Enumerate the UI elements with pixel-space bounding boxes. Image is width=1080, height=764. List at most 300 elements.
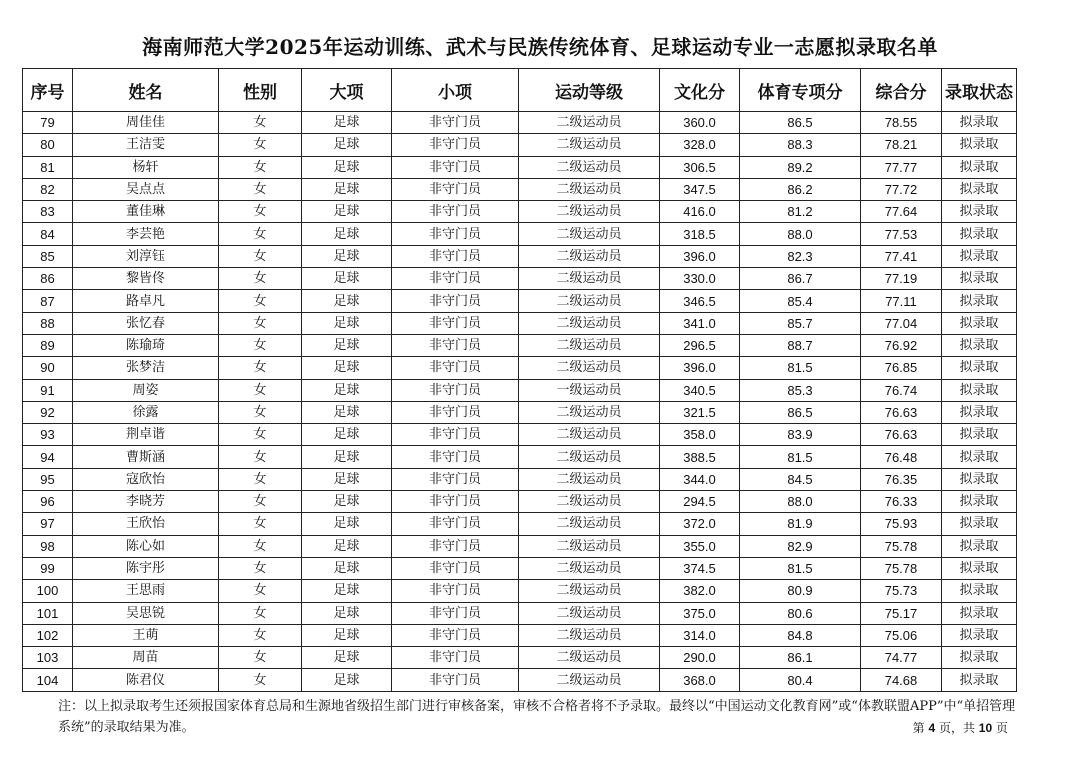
table-cell: 二级运动员 bbox=[519, 602, 660, 624]
table-cell: 二级运动员 bbox=[519, 424, 660, 446]
table-cell: 女 bbox=[219, 535, 302, 557]
table-cell: 足球 bbox=[302, 245, 392, 267]
table-cell: 拟录取 bbox=[942, 535, 1017, 557]
column-header: 体育专项分 bbox=[740, 69, 861, 112]
table-cell: 非守门员 bbox=[392, 424, 519, 446]
table-cell: 二级运动员 bbox=[519, 557, 660, 579]
table-row bbox=[23, 334, 1017, 356]
table-cell: 足球 bbox=[302, 401, 392, 423]
table-cell: 75.06 bbox=[861, 624, 942, 646]
table-cell: 396.0 bbox=[660, 357, 740, 379]
table-cell: 李芸艳 bbox=[73, 223, 219, 245]
table-cell: 388.5 bbox=[660, 446, 740, 468]
table-cell: 97 bbox=[23, 513, 73, 535]
table-cell: 96 bbox=[23, 491, 73, 513]
table-cell: 女 bbox=[219, 201, 302, 223]
table-cell: 85.3 bbox=[740, 379, 861, 401]
table-cell: 周姿 bbox=[73, 379, 219, 401]
table-cell: 76.63 bbox=[861, 424, 942, 446]
table-cell: 85.4 bbox=[740, 290, 861, 312]
table-cell: 张忆春 bbox=[73, 312, 219, 334]
table-row bbox=[23, 624, 1017, 646]
table-row bbox=[23, 312, 1017, 334]
table-cell: 416.0 bbox=[660, 201, 740, 223]
table-cell: 张梦洁 bbox=[73, 357, 219, 379]
table-cell: 拟录取 bbox=[942, 268, 1017, 290]
table-row bbox=[23, 290, 1017, 312]
table-cell: 80.4 bbox=[740, 669, 861, 691]
table-row bbox=[23, 156, 1017, 178]
table-cell: 拟录取 bbox=[942, 580, 1017, 602]
table-cell: 94 bbox=[23, 446, 73, 468]
table-cell: 周苗 bbox=[73, 647, 219, 669]
table-cell: 77.41 bbox=[861, 245, 942, 267]
table-cell: 拟录取 bbox=[942, 446, 1017, 468]
table-cell: 足球 bbox=[302, 468, 392, 490]
table-row bbox=[23, 491, 1017, 513]
table-cell: 83 bbox=[23, 201, 73, 223]
table-cell: 二级运动员 bbox=[519, 669, 660, 691]
table-cell: 82 bbox=[23, 178, 73, 200]
table-cell: 女 bbox=[219, 624, 302, 646]
table-cell: 曹斯涵 bbox=[73, 446, 219, 468]
table-cell: 徐露 bbox=[73, 401, 219, 423]
table-cell: 拟录取 bbox=[942, 112, 1017, 134]
table-cell: 路卓凡 bbox=[73, 290, 219, 312]
table-cell: 寇欣怡 bbox=[73, 468, 219, 490]
table-cell: 女 bbox=[219, 647, 302, 669]
table-row bbox=[23, 468, 1017, 490]
table-cell: 李晓芳 bbox=[73, 491, 219, 513]
table-cell: 86 bbox=[23, 268, 73, 290]
table-cell: 88.0 bbox=[740, 491, 861, 513]
table-cell: 二级运动员 bbox=[519, 223, 660, 245]
table-cell: 318.5 bbox=[660, 223, 740, 245]
table-row bbox=[23, 201, 1017, 223]
total-page-count: 10 bbox=[978, 721, 993, 735]
table-cell: 非守门员 bbox=[392, 647, 519, 669]
table-cell: 374.5 bbox=[660, 557, 740, 579]
table-cell: 杨轩 bbox=[73, 156, 219, 178]
table-cell: 足球 bbox=[302, 647, 392, 669]
table-cell: 84 bbox=[23, 223, 73, 245]
table-cell: 拟录取 bbox=[942, 557, 1017, 579]
table-cell: 非守门员 bbox=[392, 156, 519, 178]
table-cell: 77.77 bbox=[861, 156, 942, 178]
table-cell: 二级运动员 bbox=[519, 178, 660, 200]
pager-suffix: 页 bbox=[995, 721, 1008, 735]
table-cell: 76.48 bbox=[861, 446, 942, 468]
table-cell: 非守门员 bbox=[392, 602, 519, 624]
table-cell: 76.63 bbox=[861, 401, 942, 423]
table-cell: 拟录取 bbox=[942, 379, 1017, 401]
column-header: 性别 bbox=[219, 69, 302, 112]
table-cell: 女 bbox=[219, 468, 302, 490]
table-cell: 足球 bbox=[302, 535, 392, 557]
table-row bbox=[23, 647, 1017, 669]
table-cell: 女 bbox=[219, 401, 302, 423]
column-header: 文化分 bbox=[660, 69, 740, 112]
table-cell: 拟录取 bbox=[942, 201, 1017, 223]
table-cell: 81.5 bbox=[740, 446, 861, 468]
table-cell: 75.93 bbox=[861, 513, 942, 535]
table-cell: 非守门员 bbox=[392, 535, 519, 557]
table-cell: 足球 bbox=[302, 312, 392, 334]
table-cell: 80.9 bbox=[740, 580, 861, 602]
table-cell: 二级运动员 bbox=[519, 312, 660, 334]
table-cell: 吴思锐 bbox=[73, 602, 219, 624]
table-cell: 王洁雯 bbox=[73, 134, 219, 156]
table-cell: 女 bbox=[219, 491, 302, 513]
table-cell: 女 bbox=[219, 580, 302, 602]
table-cell: 344.0 bbox=[660, 468, 740, 490]
table-cell: 拟录取 bbox=[942, 178, 1017, 200]
table-row bbox=[23, 446, 1017, 468]
table-cell: 76.92 bbox=[861, 334, 942, 356]
table-cell: 非守门员 bbox=[392, 178, 519, 200]
table-cell: 拟录取 bbox=[942, 312, 1017, 334]
table-cell: 女 bbox=[219, 424, 302, 446]
table-cell: 非守门员 bbox=[392, 624, 519, 646]
table-cell: 81.9 bbox=[740, 513, 861, 535]
table-cell: 女 bbox=[219, 334, 302, 356]
table-cell: 足球 bbox=[302, 557, 392, 579]
table-cell: 二级运动员 bbox=[519, 535, 660, 557]
table-cell: 拟录取 bbox=[942, 156, 1017, 178]
table-cell: 79 bbox=[23, 112, 73, 134]
table-cell: 78.55 bbox=[861, 112, 942, 134]
table-cell: 85 bbox=[23, 245, 73, 267]
table-cell: 78.21 bbox=[861, 134, 942, 156]
table-cell: 王欣怡 bbox=[73, 513, 219, 535]
table-cell: 85.7 bbox=[740, 312, 861, 334]
table-cell: 81.2 bbox=[740, 201, 861, 223]
table-cell: 女 bbox=[219, 379, 302, 401]
table-cell: 非守门员 bbox=[392, 245, 519, 267]
table-cell: 二级运动员 bbox=[519, 357, 660, 379]
table-cell: 74.68 bbox=[861, 669, 942, 691]
table-cell: 321.5 bbox=[660, 401, 740, 423]
table-cell: 77.72 bbox=[861, 178, 942, 200]
table-cell: 330.0 bbox=[660, 268, 740, 290]
table-cell: 女 bbox=[219, 223, 302, 245]
table-cell: 足球 bbox=[302, 580, 392, 602]
table-cell: 非守门员 bbox=[392, 201, 519, 223]
table-cell: 拟录取 bbox=[942, 491, 1017, 513]
table-cell: 二级运动员 bbox=[519, 201, 660, 223]
table-cell: 王思雨 bbox=[73, 580, 219, 602]
table-cell: 非守门员 bbox=[392, 557, 519, 579]
table-cell: 拟录取 bbox=[942, 223, 1017, 245]
table-cell: 372.0 bbox=[660, 513, 740, 535]
table-cell: 非守门员 bbox=[392, 134, 519, 156]
table-cell: 拟录取 bbox=[942, 357, 1017, 379]
table-cell: 88 bbox=[23, 312, 73, 334]
table-cell: 355.0 bbox=[660, 535, 740, 557]
table-row bbox=[23, 535, 1017, 557]
table-cell: 足球 bbox=[302, 357, 392, 379]
table-row bbox=[23, 379, 1017, 401]
table-cell: 76.33 bbox=[861, 491, 942, 513]
table-cell: 足球 bbox=[302, 134, 392, 156]
table-cell: 二级运动员 bbox=[519, 513, 660, 535]
table-cell: 拟录取 bbox=[942, 602, 1017, 624]
table-cell: 王萌 bbox=[73, 624, 219, 646]
table-cell: 95 bbox=[23, 468, 73, 490]
column-header: 姓名 bbox=[73, 69, 219, 112]
table-row bbox=[23, 669, 1017, 691]
table-cell: 二级运动员 bbox=[519, 134, 660, 156]
table-cell: 刘淳钰 bbox=[73, 245, 219, 267]
table-cell: 82.9 bbox=[740, 535, 861, 557]
column-header: 综合分 bbox=[861, 69, 942, 112]
table-cell: 340.5 bbox=[660, 379, 740, 401]
table-cell: 女 bbox=[219, 290, 302, 312]
table-cell: 荆卓谐 bbox=[73, 424, 219, 446]
table-cell: 非守门员 bbox=[392, 357, 519, 379]
table-cell: 77.64 bbox=[861, 201, 942, 223]
table-cell: 83.9 bbox=[740, 424, 861, 446]
table-cell: 77.04 bbox=[861, 312, 942, 334]
table-cell: 81 bbox=[23, 156, 73, 178]
table-cell: 75.78 bbox=[861, 535, 942, 557]
table-cell: 75.73 bbox=[861, 580, 942, 602]
table-cell: 陈君仪 bbox=[73, 669, 219, 691]
column-header: 录取状态 bbox=[942, 69, 1017, 112]
table-cell: 92 bbox=[23, 401, 73, 423]
table-cell: 女 bbox=[219, 268, 302, 290]
table-cell: 86.2 bbox=[740, 178, 861, 200]
table-cell: 91 bbox=[23, 379, 73, 401]
table-cell: 拟录取 bbox=[942, 647, 1017, 669]
table-cell: 女 bbox=[219, 669, 302, 691]
table-cell: 女 bbox=[219, 156, 302, 178]
table-cell: 86.1 bbox=[740, 647, 861, 669]
table-row bbox=[23, 424, 1017, 446]
table-cell: 二级运动员 bbox=[519, 624, 660, 646]
table-cell: 368.0 bbox=[660, 669, 740, 691]
table-cell: 足球 bbox=[302, 223, 392, 245]
table-cell: 足球 bbox=[302, 268, 392, 290]
table-cell: 黎皆佟 bbox=[73, 268, 219, 290]
table-cell: 女 bbox=[219, 357, 302, 379]
table-cell: 足球 bbox=[302, 112, 392, 134]
table-cell: 拟录取 bbox=[942, 334, 1017, 356]
table-cell: 80.6 bbox=[740, 602, 861, 624]
table-cell: 非守门员 bbox=[392, 401, 519, 423]
table-row bbox=[23, 513, 1017, 535]
table-cell: 290.0 bbox=[660, 647, 740, 669]
table-cell: 拟录取 bbox=[942, 468, 1017, 490]
table-cell: 90 bbox=[23, 357, 73, 379]
table-cell: 足球 bbox=[302, 156, 392, 178]
current-page-number: 4 bbox=[928, 721, 936, 735]
table-cell: 102 bbox=[23, 624, 73, 646]
table-cell: 77.19 bbox=[861, 268, 942, 290]
table-cell: 拟录取 bbox=[942, 134, 1017, 156]
table-cell: 77.53 bbox=[861, 223, 942, 245]
table-cell: 104 bbox=[23, 669, 73, 691]
table-cell: 足球 bbox=[302, 669, 392, 691]
table-cell: 拟录取 bbox=[942, 424, 1017, 446]
table-cell: 足球 bbox=[302, 201, 392, 223]
page-indicator bbox=[913, 718, 1008, 738]
table-row bbox=[23, 178, 1017, 200]
table-body bbox=[23, 112, 1017, 692]
table-cell: 陈宇彤 bbox=[73, 557, 219, 579]
table-cell: 81.5 bbox=[740, 557, 861, 579]
table-cell: 二级运动员 bbox=[519, 446, 660, 468]
table-cell: 非守门员 bbox=[392, 312, 519, 334]
table-row bbox=[23, 134, 1017, 156]
table-row bbox=[23, 401, 1017, 423]
table-cell: 82.3 bbox=[740, 245, 861, 267]
pager-prefix: 第 bbox=[912, 721, 925, 735]
table-cell: 75.78 bbox=[861, 557, 942, 579]
table-cell: 358.0 bbox=[660, 424, 740, 446]
table-cell: 非守门员 bbox=[392, 268, 519, 290]
table-cell: 75.17 bbox=[861, 602, 942, 624]
table-cell: 296.5 bbox=[660, 334, 740, 356]
document-title: 海南师范大学2025年运动训练、武术与民族传统体育、足球运动专业一志愿拟录取名单 bbox=[142, 35, 938, 59]
table-cell: 99 bbox=[23, 557, 73, 579]
table-cell: 88.0 bbox=[740, 223, 861, 245]
table-cell: 98 bbox=[23, 535, 73, 557]
footnote: 注：以上拟录取考生还须报国家体育总局和生源地省级招生部门进行审核备案，审核不合格者将不予录取。最终以“中国运动文化教育网”或“体教联盟APP”中“单招管理系统”的录取结果为准。 bbox=[58, 699, 1016, 735]
table-cell: 一级运动员 bbox=[519, 379, 660, 401]
table-cell: 女 bbox=[219, 513, 302, 535]
table-cell: 396.0 bbox=[660, 245, 740, 267]
table-cell: 非守门员 bbox=[392, 446, 519, 468]
table-cell: 足球 bbox=[302, 424, 392, 446]
table-cell: 86.5 bbox=[740, 401, 861, 423]
table-row bbox=[23, 602, 1017, 624]
table-cell: 非守门员 bbox=[392, 468, 519, 490]
table-cell: 拟录取 bbox=[942, 245, 1017, 267]
table-cell: 女 bbox=[219, 245, 302, 267]
table-cell: 76.35 bbox=[861, 468, 942, 490]
table-cell: 非守门员 bbox=[392, 334, 519, 356]
table-cell: 89 bbox=[23, 334, 73, 356]
table-cell: 拟录取 bbox=[942, 513, 1017, 535]
table-cell: 76.74 bbox=[861, 379, 942, 401]
table-cell: 375.0 bbox=[660, 602, 740, 624]
admission-table bbox=[22, 68, 1017, 692]
table-cell: 非守门员 bbox=[392, 379, 519, 401]
table-row bbox=[23, 268, 1017, 290]
table-cell: 346.5 bbox=[660, 290, 740, 312]
table-cell: 非守门员 bbox=[392, 669, 519, 691]
table-cell: 足球 bbox=[302, 624, 392, 646]
table-cell: 93 bbox=[23, 424, 73, 446]
table-cell: 足球 bbox=[302, 513, 392, 535]
table-cell: 347.5 bbox=[660, 178, 740, 200]
table-cell: 81.5 bbox=[740, 357, 861, 379]
table-cell: 二级运动员 bbox=[519, 647, 660, 669]
table-cell: 非守门员 bbox=[392, 491, 519, 513]
table-cell: 二级运动员 bbox=[519, 580, 660, 602]
table-row bbox=[23, 245, 1017, 267]
table-cell: 二级运动员 bbox=[519, 112, 660, 134]
table-cell: 84.5 bbox=[740, 468, 861, 490]
column-header: 运动等级 bbox=[519, 69, 660, 112]
table-cell: 328.0 bbox=[660, 134, 740, 156]
column-header: 小项 bbox=[392, 69, 519, 112]
table-cell: 周佳佳 bbox=[73, 112, 219, 134]
table-cell: 86.5 bbox=[740, 112, 861, 134]
table-cell: 女 bbox=[219, 134, 302, 156]
table-cell: 非守门员 bbox=[392, 290, 519, 312]
table-row bbox=[23, 112, 1017, 134]
table-cell: 294.5 bbox=[660, 491, 740, 513]
table-cell: 77.11 bbox=[861, 290, 942, 312]
table-cell: 二级运动员 bbox=[519, 401, 660, 423]
table-cell: 74.77 bbox=[861, 647, 942, 669]
table-cell: 二级运动员 bbox=[519, 290, 660, 312]
table-cell: 二级运动员 bbox=[519, 268, 660, 290]
table-cell: 非守门员 bbox=[392, 580, 519, 602]
table-cell: 吴点点 bbox=[73, 178, 219, 200]
table-cell: 87 bbox=[23, 290, 73, 312]
table-row bbox=[23, 223, 1017, 245]
table-cell: 非守门员 bbox=[392, 223, 519, 245]
table-cell: 非守门员 bbox=[392, 513, 519, 535]
table-cell: 100 bbox=[23, 580, 73, 602]
table-cell: 341.0 bbox=[660, 312, 740, 334]
table-cell: 女 bbox=[219, 557, 302, 579]
table-cell: 拟录取 bbox=[942, 624, 1017, 646]
table-cell: 314.0 bbox=[660, 624, 740, 646]
table-cell: 女 bbox=[219, 602, 302, 624]
table-cell: 非守门员 bbox=[392, 112, 519, 134]
table-cell: 女 bbox=[219, 446, 302, 468]
table-cell: 陈瑜琦 bbox=[73, 334, 219, 356]
table-cell: 101 bbox=[23, 602, 73, 624]
table-cell: 382.0 bbox=[660, 580, 740, 602]
table-cell: 足球 bbox=[302, 379, 392, 401]
table-cell: 76.85 bbox=[861, 357, 942, 379]
table-cell: 80 bbox=[23, 134, 73, 156]
table-cell: 女 bbox=[219, 178, 302, 200]
table-cell: 84.8 bbox=[740, 624, 861, 646]
table-cell: 360.0 bbox=[660, 112, 740, 134]
table-cell: 女 bbox=[219, 312, 302, 334]
table-cell: 女 bbox=[219, 112, 302, 134]
table-row bbox=[23, 580, 1017, 602]
table-cell: 足球 bbox=[302, 334, 392, 356]
table-cell: 88.3 bbox=[740, 134, 861, 156]
table-cell: 拟录取 bbox=[942, 669, 1017, 691]
table-cell: 86.7 bbox=[740, 268, 861, 290]
table-cell: 二级运动员 bbox=[519, 468, 660, 490]
table-cell: 二级运动员 bbox=[519, 334, 660, 356]
table-row bbox=[23, 557, 1017, 579]
table-cell: 拟录取 bbox=[942, 290, 1017, 312]
table-cell: 足球 bbox=[302, 178, 392, 200]
table-cell: 二级运动员 bbox=[519, 156, 660, 178]
column-header: 序号 bbox=[23, 69, 73, 112]
table-cell: 二级运动员 bbox=[519, 245, 660, 267]
table-header-row bbox=[23, 69, 1017, 112]
table-cell: 拟录取 bbox=[942, 401, 1017, 423]
table-cell: 陈心如 bbox=[73, 535, 219, 557]
table-cell: 二级运动员 bbox=[519, 491, 660, 513]
table-cell: 89.2 bbox=[740, 156, 861, 178]
column-header: 大项 bbox=[302, 69, 392, 112]
table-cell: 足球 bbox=[302, 290, 392, 312]
table-row bbox=[23, 357, 1017, 379]
table-cell: 88.7 bbox=[740, 334, 861, 356]
